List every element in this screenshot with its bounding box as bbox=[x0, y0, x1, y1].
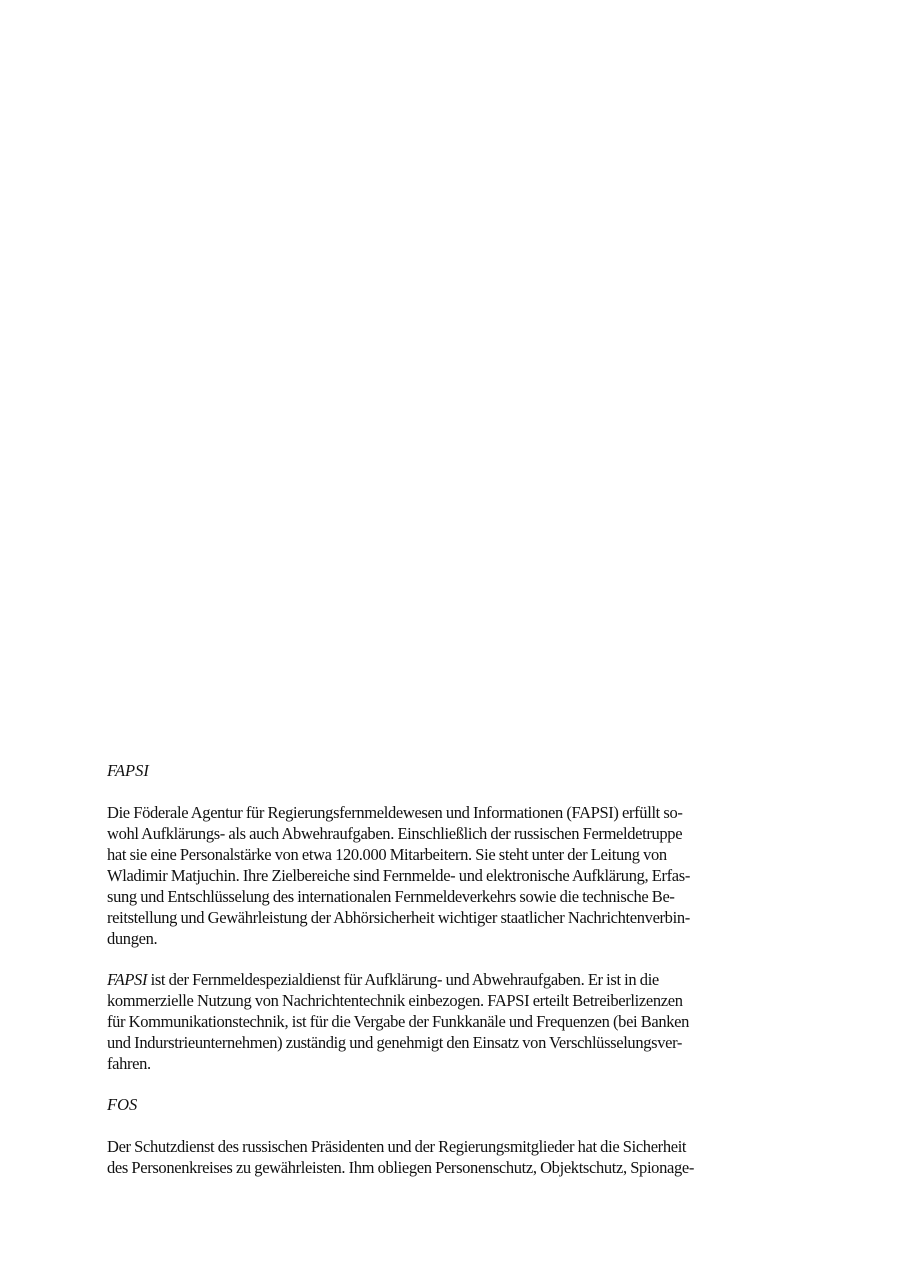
text-line: fahren. bbox=[107, 1054, 151, 1073]
text-line: und Indurstrieunternehmen) zuständig und genehmigt den Einsatz von Verschlüsselungsver- bbox=[107, 1033, 683, 1052]
text-line bbox=[107, 969, 757, 990]
text-line: sung und Entschlüsselung des internationalen Fernmeldeverkehrs sowie die technische Be- bbox=[107, 887, 675, 906]
document-body bbox=[107, 760, 757, 1178]
paragraph-fapsi-intro bbox=[107, 802, 757, 949]
paragraph-fos-intro bbox=[107, 1136, 757, 1178]
paragraph-fapsi-role bbox=[107, 969, 757, 1074]
section-heading-fos: FOS bbox=[107, 1095, 138, 1114]
text-line: hat sie eine Personalstärke von etwa 120.000 Mitarbeitern. Sie steht unter der Leitung von bbox=[107, 845, 667, 864]
text-line: reitstellung und Gewährleistung der Abhörsicherheit wichtiger staatlicher Nachrichtenverbin- bbox=[107, 908, 690, 927]
inline-term-fapsi: FAPSI bbox=[107, 970, 148, 989]
text-line: Wladimir Matjuchin. Ihre Zielbereiche sind Fernmelde- und elektronische Aufklärung, Erfas- bbox=[107, 866, 690, 885]
text-line: kommerzielle Nutzung von Nachrichtentechnik einbezogen. FAPSI erteilt Betreiberlizenzen bbox=[107, 991, 683, 1010]
text-line: Die Föderale Agentur für Regierungsfernmeldewesen und Informationen (FAPSI) erfüllt so- bbox=[107, 803, 683, 822]
text-line: dungen. bbox=[107, 929, 158, 948]
text-line: des Personenkreises zu gewährleisten. Ihm obliegen Personenschutz, Objektschutz, Spionage- bbox=[107, 1158, 694, 1177]
text-line: Der Schutzdienst des russischen Präsidenten und der Regierungsmitglieder hat die Sicherheit bbox=[107, 1137, 687, 1156]
text-line-rest: ist der Fernmeldespezialdienst für Aufklärung- und Abwehraufgaben. Er ist in die bbox=[147, 970, 659, 989]
section-heading-fapsi: FAPSI bbox=[107, 761, 149, 780]
text-line: für Kommunikationstechnik, ist für die Vergabe der Funkkanäle und Frequenzen (bei Banken bbox=[107, 1012, 690, 1031]
text-line: wohl Aufklärungs- als auch Abwehraufgaben. Einschließlich der russischen Fermeldetruppe bbox=[107, 824, 683, 843]
